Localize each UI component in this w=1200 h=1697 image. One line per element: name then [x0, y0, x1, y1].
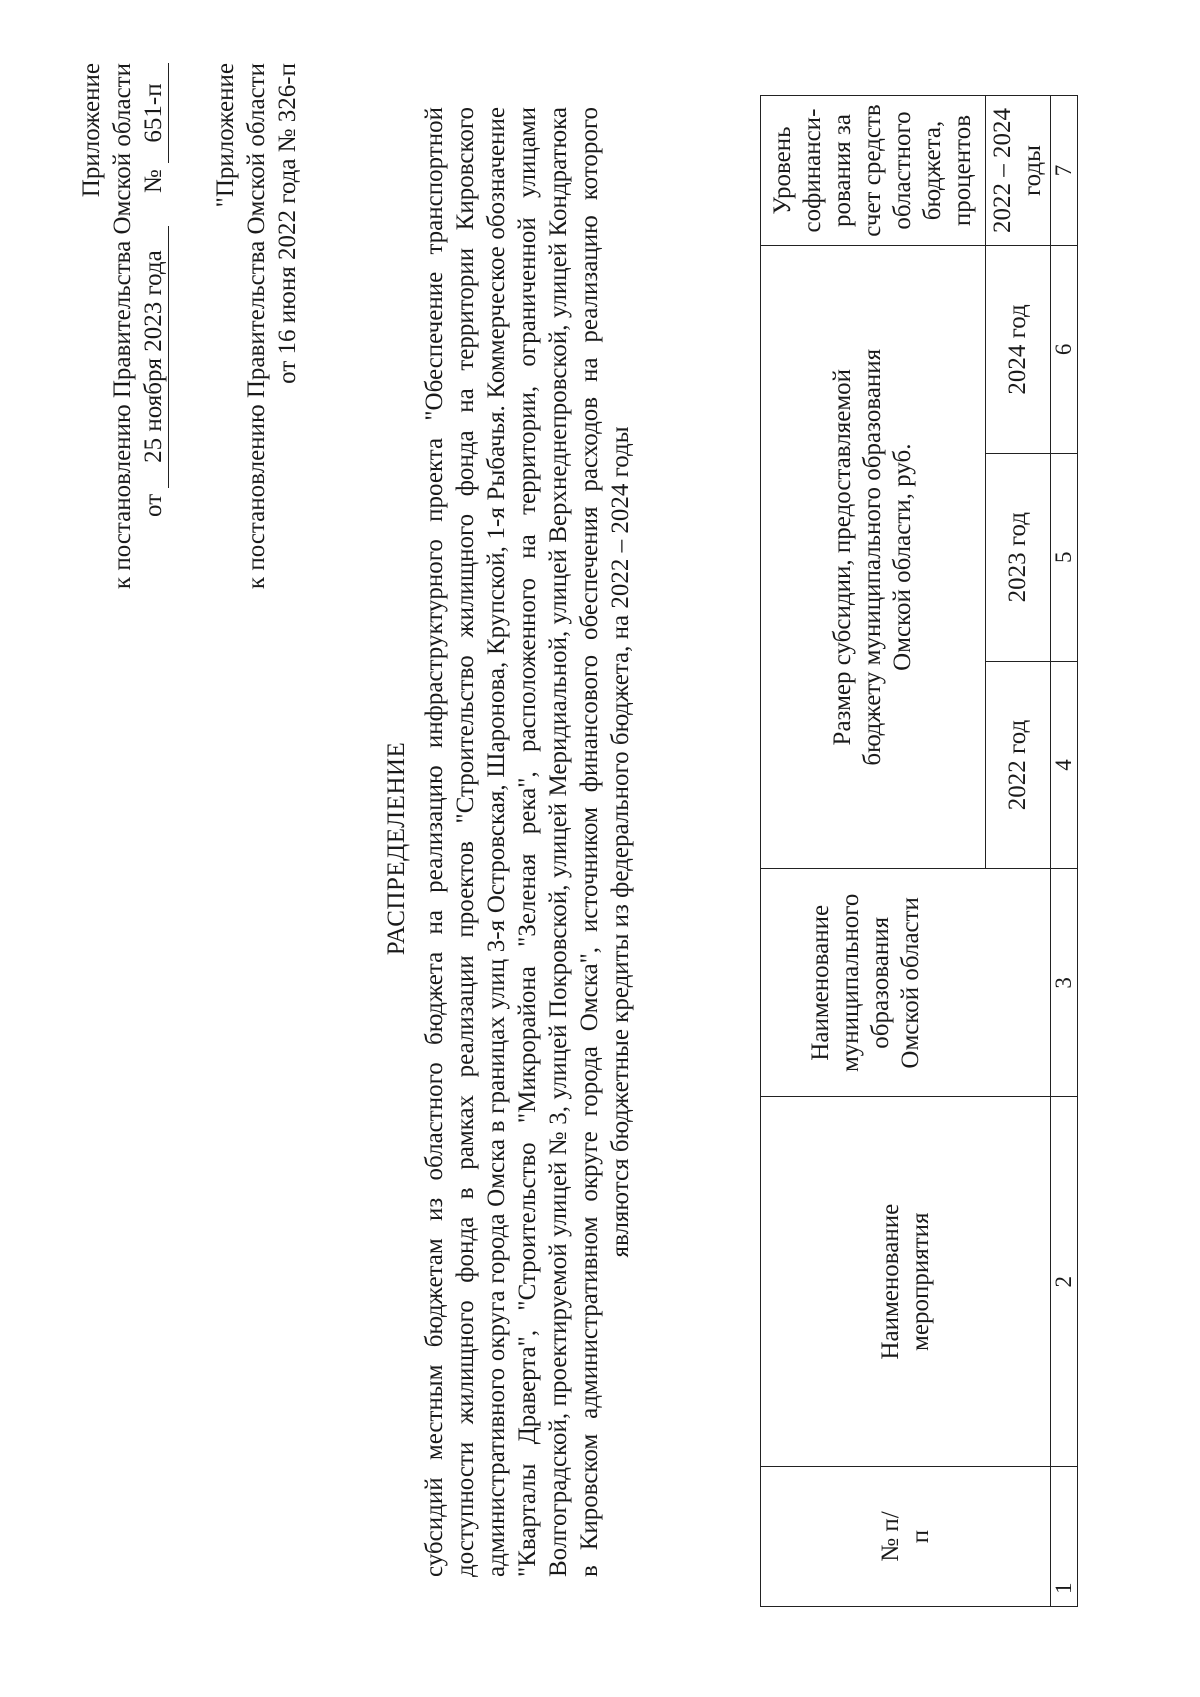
resolution-number: 651-п [140, 63, 169, 163]
header-num: № п/п [761, 1467, 1051, 1607]
description-line: улицей № 3, улицей Покровской, улицей Меридиальной, улицей Верхнеднепровской, улицей [545, 242, 572, 1237]
header-event: Наименование мероприятия [761, 1097, 1051, 1467]
column-number: 1 [1051, 1467, 1078, 1607]
column-number: 4 [1051, 661, 1078, 869]
from-prefix: от [140, 493, 167, 517]
document-title: РАСПРЕДЕЛЕНИЕ [383, 741, 410, 956]
appendix-header-current [76, 63, 169, 589]
resolution-reference: к постановлению Правительства Омской области [109, 63, 136, 590]
column-number: 6 [1051, 246, 1078, 454]
distribution-table-wrapper [760, 95, 1078, 1607]
description-line: на территории Кировского административного округа города Омска в границах улиц 3-я Островская, Шаронова, [452, 106, 510, 1577]
header-cofinancing: Уровень софинанси-рования за счет средств областного бюджета, процентов [761, 96, 986, 246]
table-header-row [761, 96, 986, 1607]
resolution-date: 25 ноября 2023 года [140, 226, 169, 488]
header-municipality: Наименование муниципального образования Омской области [761, 869, 1051, 1097]
column-number: 2 [1051, 1097, 1078, 1467]
header-cofinancing-period: 2022 – 2024 годы [986, 96, 1051, 246]
previous-resolution-reference: к постановлению Правительства Омской области [243, 63, 270, 590]
description-line: субсидий местным бюджетам из областного бюджета на реализацию инфраструктурного проекта "Обеспечение [421, 271, 448, 1577]
appendix-label: Приложение [78, 63, 105, 198]
header-year-2022: 2022 год [986, 661, 1051, 869]
appendix-header-previous [210, 63, 303, 589]
header-year-2023: 2023 год [986, 453, 1051, 661]
description-line: обеспечения расходов на реализацию которого являются бюджетные кредиты [576, 107, 634, 1258]
description-line: Крупской, 1-я Рыбачья. Коммерческое обозначение "Кварталы Драверта", "Строительство "Микрорайона [483, 106, 541, 1577]
distribution-table [760, 95, 1078, 1607]
column-number-row [1051, 96, 1078, 1607]
header-year-2024: 2024 год [986, 246, 1051, 454]
description-line: "Зеленая река", расположенного на территории, ограниченной улицами Волгоградской, проектируемой [514, 106, 572, 1577]
column-number: 3 [1051, 869, 1078, 1097]
previous-resolution-date-number: от 16 июня 2022 года № 326-п [274, 63, 301, 384]
document-description [419, 107, 636, 1577]
description-line: из федерального бюджета, на 2022 – 2024 годы [607, 426, 634, 928]
previous-appendix-label: "Приложение [212, 63, 239, 208]
resolution-date-number [138, 63, 169, 589]
description-line: Кондратюка в Кировском административном округе города Омска", источником финансового [545, 107, 603, 1577]
number-sign: № [140, 169, 167, 194]
description-line: транспортной доступности жилищного фонда в рамках реализации проектов "Строительство жилищного фонда [421, 107, 479, 1577]
column-number: 7 [1051, 96, 1078, 246]
header-subsidy: Размер субсидии, предоставляемой бюджету муниципального образования Омской области, руб. [761, 246, 986, 869]
column-number: 5 [1051, 453, 1078, 661]
